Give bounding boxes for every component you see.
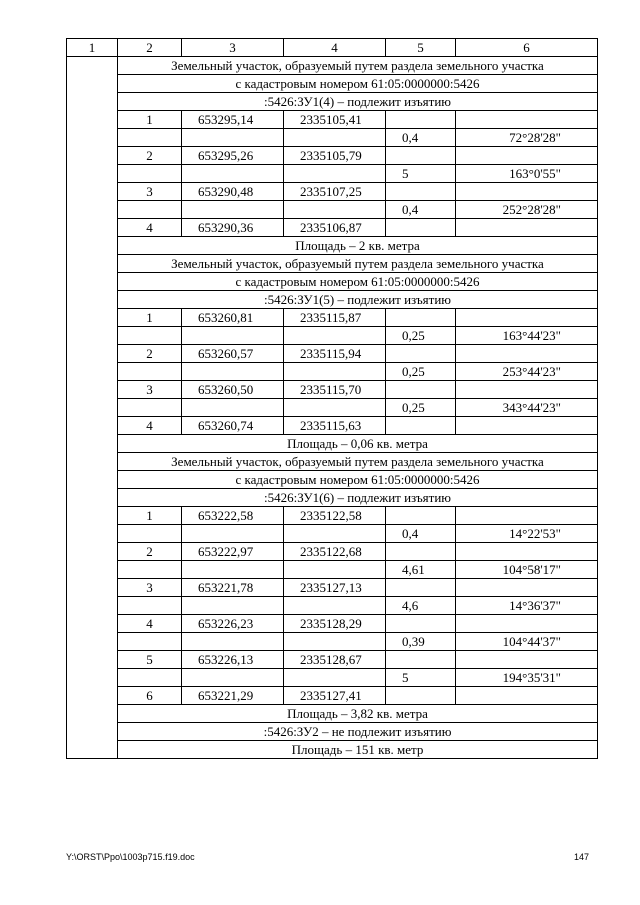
empty-cell: [456, 687, 598, 705]
empty-cell: [118, 597, 182, 615]
group-area-row: [67, 435, 598, 453]
point-row: [67, 615, 598, 633]
group-title-line2: с кадастровым номером 61:05:0000000:5426: [118, 75, 598, 93]
empty-cell: [284, 525, 386, 543]
segment-angle: 14°22'53": [456, 525, 598, 543]
empty-cell: [118, 201, 182, 219]
segment-length: 0,39: [386, 633, 456, 651]
point-row: [67, 543, 598, 561]
point-y: 2335105,41: [284, 111, 386, 129]
group-status: :5426:ЗУ1(6) – подлежит изъятию: [118, 489, 598, 507]
point-y: 2335115,94: [284, 345, 386, 363]
point-y: 2335122,68: [284, 543, 386, 561]
empty-cell: [118, 525, 182, 543]
group-status-row: [67, 291, 598, 309]
group-status: :5426:ЗУ1(4) – подлежит изъятию: [118, 93, 598, 111]
empty-cell: [456, 507, 598, 525]
point-number: 2: [118, 345, 182, 363]
empty-cell: [284, 363, 386, 381]
empty-cell: [386, 579, 456, 597]
segment-row: [67, 399, 598, 417]
point-row: [67, 579, 598, 597]
point-y: 2335115,87: [284, 309, 386, 327]
empty-cell: [118, 165, 182, 183]
empty-cell: [386, 183, 456, 201]
point-x: 653290,48: [182, 183, 284, 201]
group-title-row: [67, 57, 598, 75]
point-y: 2335127,13: [284, 579, 386, 597]
empty-cell: [182, 327, 284, 345]
point-y: 2335128,29: [284, 615, 386, 633]
empty-cell: [386, 651, 456, 669]
segment-angle: 343°44'23": [456, 399, 598, 417]
segment-row: [67, 363, 598, 381]
point-number: 2: [118, 147, 182, 165]
tail-text: :5426:ЗУ2 – не подлежит изъятию: [118, 723, 598, 741]
segment-angle: 163°0'55": [456, 165, 598, 183]
empty-cell: [456, 651, 598, 669]
segment-row: [67, 597, 598, 615]
tail-text: Площадь – 151 кв. метр: [118, 741, 598, 759]
group-title-line1: Земельный участок, образуемый путем раздела земельного участка: [118, 453, 598, 471]
point-x: 653221,29: [182, 687, 284, 705]
group-title-line1: Земельный участок, образуемый путем раздела земельного участка: [118, 255, 598, 273]
segment-length: 0,4: [386, 201, 456, 219]
segment-length: 0,25: [386, 327, 456, 345]
empty-cell: [386, 507, 456, 525]
header-cell: 4: [284, 39, 386, 57]
empty-cell: [284, 633, 386, 651]
group-area-row: [67, 705, 598, 723]
segment-length: 5: [386, 669, 456, 687]
point-row: [67, 183, 598, 201]
point-y: 2335105,79: [284, 147, 386, 165]
point-x: 653221,78: [182, 579, 284, 597]
segment-length: 4,61: [386, 561, 456, 579]
point-number: 2: [118, 543, 182, 561]
segment-length: 0,4: [386, 525, 456, 543]
segment-angle: 14°36'37": [456, 597, 598, 615]
segment-length: 0,4: [386, 129, 456, 147]
empty-cell: [284, 399, 386, 417]
segment-row: [67, 327, 598, 345]
empty-cell: [284, 129, 386, 147]
group-status: :5426:ЗУ1(5) – подлежит изъятию: [118, 291, 598, 309]
empty-cell: [284, 327, 386, 345]
empty-cell: [456, 111, 598, 129]
point-number: 4: [118, 417, 182, 435]
segment-length: 0,25: [386, 399, 456, 417]
point-x: 653295,26: [182, 147, 284, 165]
point-x: 653226,23: [182, 615, 284, 633]
group-area: Площадь – 3,82 кв. метра: [118, 705, 598, 723]
segment-row: [67, 561, 598, 579]
point-number: 3: [118, 381, 182, 399]
point-y: 2335106,87: [284, 219, 386, 237]
point-number: 4: [118, 219, 182, 237]
segment-angle: 252°28'28": [456, 201, 598, 219]
empty-cell: [118, 561, 182, 579]
empty-cell: [284, 201, 386, 219]
segment-angle: 104°44'37": [456, 633, 598, 651]
empty-cell: [456, 183, 598, 201]
point-number: 6: [118, 687, 182, 705]
point-x: 653260,50: [182, 381, 284, 399]
point-row: [67, 345, 598, 363]
group-area: Площадь – 2 кв. метра: [118, 237, 598, 255]
empty-cell: [118, 669, 182, 687]
segment-row: [67, 201, 598, 219]
empty-cell: [386, 615, 456, 633]
point-row: [67, 417, 598, 435]
group-title-row: [67, 453, 598, 471]
empty-cell: [182, 363, 284, 381]
point-y: 2335128,67: [284, 651, 386, 669]
point-x: 653260,81: [182, 309, 284, 327]
group-title-row: [67, 471, 598, 489]
group-area-row: [67, 237, 598, 255]
empty-cell: [284, 669, 386, 687]
footer-file-path: Y:\ORST\Ppo\1003p715.f19.doc: [66, 852, 195, 862]
empty-cell: [182, 399, 284, 417]
empty-cell: [386, 309, 456, 327]
point-x: 653260,74: [182, 417, 284, 435]
header-row: [67, 39, 598, 57]
segment-angle: 104°58'17": [456, 561, 598, 579]
point-y: 2335115,63: [284, 417, 386, 435]
footer-page-number: 147: [574, 852, 590, 862]
empty-cell: [386, 345, 456, 363]
header-cell: 3: [182, 39, 284, 57]
empty-cell: [182, 669, 284, 687]
empty-cell: [118, 363, 182, 381]
point-number: 4: [118, 615, 182, 633]
point-number: 3: [118, 183, 182, 201]
point-row: [67, 219, 598, 237]
empty-cell: [456, 309, 598, 327]
group-area: Площадь – 0,06 кв. метра: [118, 435, 598, 453]
group-title-row: [67, 255, 598, 273]
empty-cell: [386, 381, 456, 399]
point-x: 653260,57: [182, 345, 284, 363]
tail-row: [67, 723, 598, 741]
point-number: 1: [118, 111, 182, 129]
point-x: 653222,58: [182, 507, 284, 525]
empty-cell: [182, 525, 284, 543]
empty-cell: [284, 165, 386, 183]
empty-cell: [182, 129, 284, 147]
empty-cell: [456, 381, 598, 399]
empty-cell: [456, 543, 598, 561]
empty-cell: [456, 417, 598, 435]
point-number: 1: [118, 309, 182, 327]
segment-length: 4,6: [386, 597, 456, 615]
point-number: 3: [118, 579, 182, 597]
point-x: 653222,97: [182, 543, 284, 561]
empty-cell: [386, 417, 456, 435]
empty-cell: [182, 561, 284, 579]
empty-cell: [386, 219, 456, 237]
empty-cell: [118, 399, 182, 417]
empty-cell: [284, 597, 386, 615]
segment-angle: 163°44'23": [456, 327, 598, 345]
point-y: 2335107,25: [284, 183, 386, 201]
coordinates-table: [66, 38, 598, 759]
empty-cell: [386, 687, 456, 705]
segment-row: [67, 129, 598, 147]
merged-column-1-cell: [67, 57, 118, 759]
empty-cell: [182, 633, 284, 651]
empty-cell: [456, 147, 598, 165]
group-status-row: [67, 93, 598, 111]
empty-cell: [182, 597, 284, 615]
group-title-row: [67, 273, 598, 291]
segment-row: [67, 165, 598, 183]
group-title-line1: Земельный участок, образуемый путем раздела земельного участка: [118, 57, 598, 75]
empty-cell: [386, 111, 456, 129]
group-status-row: [67, 489, 598, 507]
point-x: 653295,14: [182, 111, 284, 129]
point-y: 2335122,58: [284, 507, 386, 525]
header-cell: 1: [67, 39, 118, 57]
empty-cell: [118, 129, 182, 147]
point-row: [67, 507, 598, 525]
segment-row: [67, 525, 598, 543]
segment-length: 0,25: [386, 363, 456, 381]
segment-angle: 253°44'23": [456, 363, 598, 381]
point-row: [67, 651, 598, 669]
empty-cell: [284, 561, 386, 579]
point-number: 1: [118, 507, 182, 525]
point-row: [67, 147, 598, 165]
point-x: 653226,13: [182, 651, 284, 669]
point-x: 653290,36: [182, 219, 284, 237]
empty-cell: [456, 579, 598, 597]
point-y: 2335115,70: [284, 381, 386, 399]
point-row: [67, 309, 598, 327]
point-row: [67, 381, 598, 399]
empty-cell: [456, 615, 598, 633]
empty-cell: [386, 543, 456, 561]
empty-cell: [386, 147, 456, 165]
segment-length: 5: [386, 165, 456, 183]
empty-cell: [118, 633, 182, 651]
empty-cell: [182, 165, 284, 183]
empty-cell: [182, 201, 284, 219]
group-title-line2: с кадастровым номером 61:05:0000000:5426: [118, 273, 598, 291]
point-number: 5: [118, 651, 182, 669]
empty-cell: [456, 219, 598, 237]
point-row: [67, 111, 598, 129]
group-title-row: [67, 75, 598, 93]
tail-row: [67, 741, 598, 759]
empty-cell: [118, 327, 182, 345]
header-cell: 6: [456, 39, 598, 57]
point-y: 2335127,41: [284, 687, 386, 705]
header-cell: 5: [386, 39, 456, 57]
segment-row: [67, 633, 598, 651]
empty-cell: [456, 345, 598, 363]
header-cell: 2: [118, 39, 182, 57]
segment-row: [67, 669, 598, 687]
point-row: [67, 687, 598, 705]
group-title-line2: с кадастровым номером 61:05:0000000:5426: [118, 471, 598, 489]
segment-angle: 72°28'28": [456, 129, 598, 147]
segment-angle: 194°35'31": [456, 669, 598, 687]
